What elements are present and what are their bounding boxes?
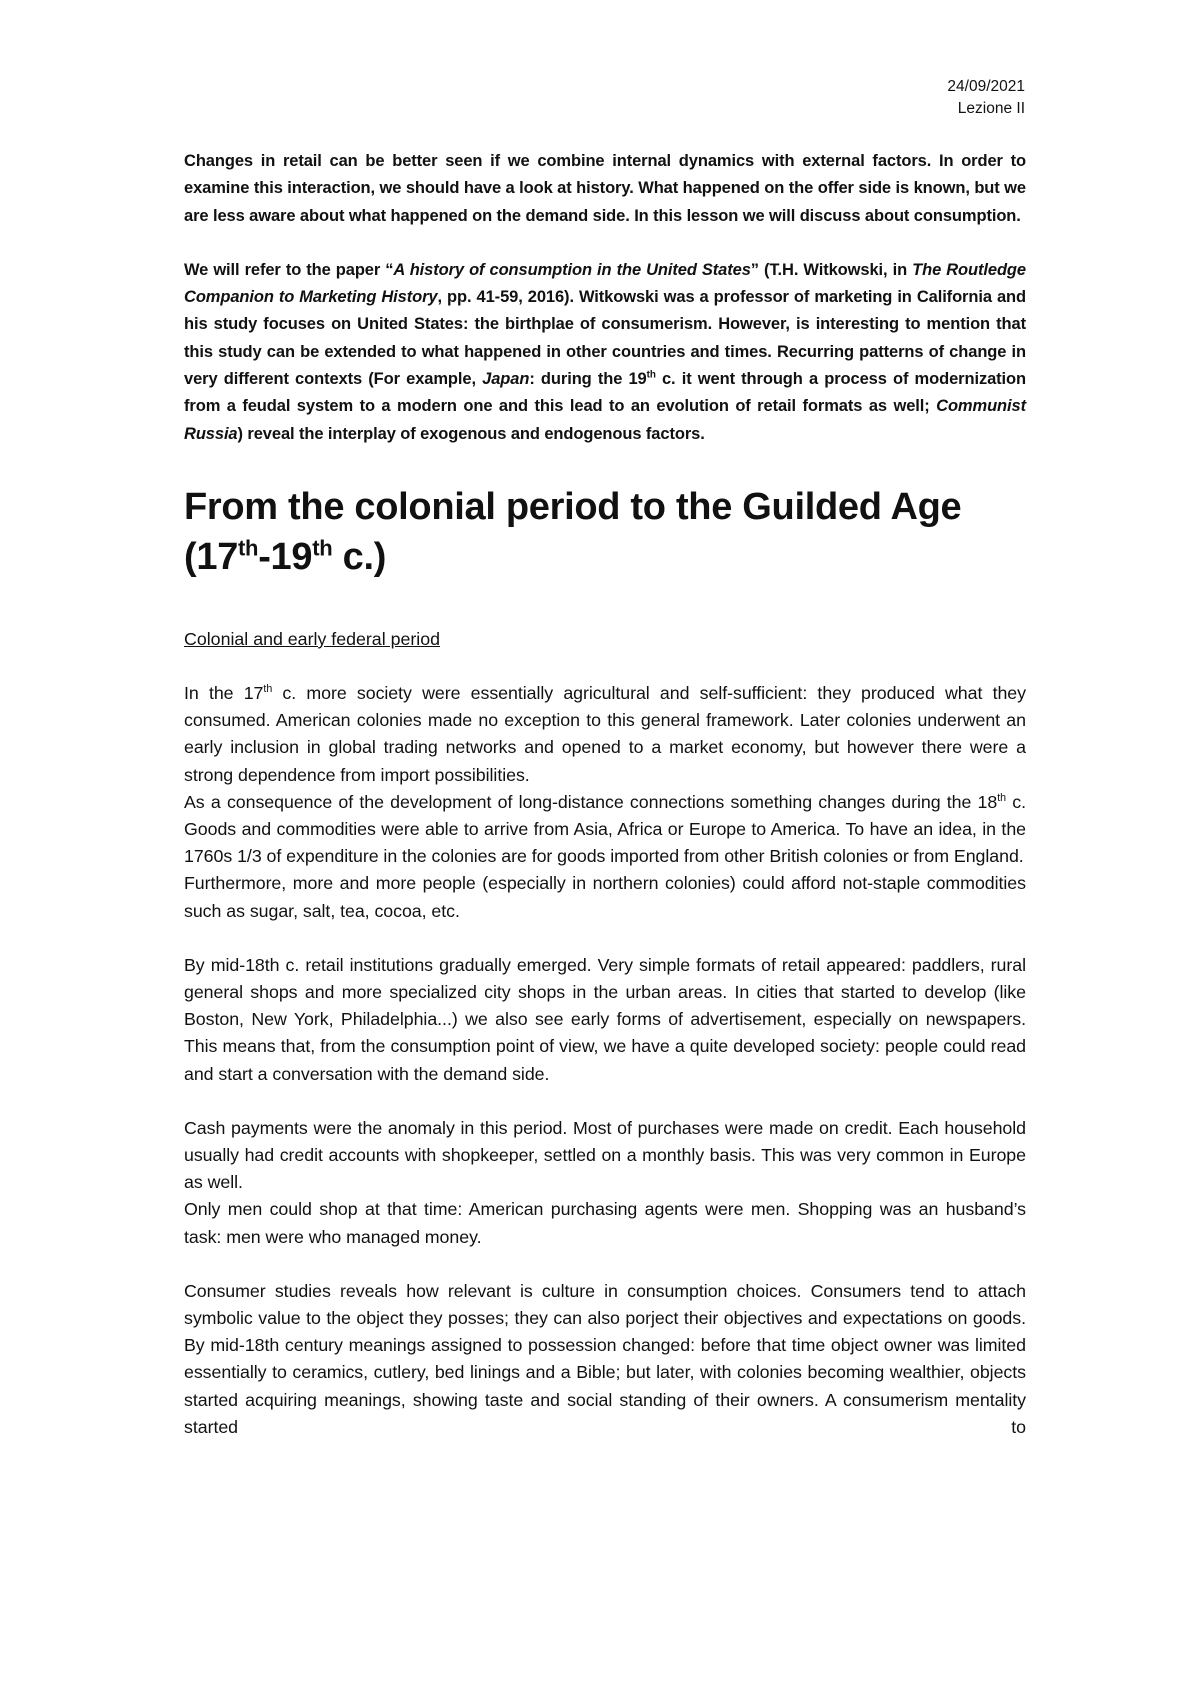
page-header	[947, 76, 1025, 120]
body-paragraph-7: Consumer studies reveals how relevant is culture in consumption choices. Consumers tend to attach symbolic value to the object they posses; they can also porject their objectives and expectations on goods. By mid-18th century meanings assigned to possession changed: before that time object owner was limited essentially to ceramics, cutlery, bed linings and a Bible; but later, with colonies becoming wealthier, objects started acquiring meanings, showing taste and social standing of their owners. A consumerism mentality started to	[184, 1280, 1026, 1437]
header-lesson: Lezione II	[957, 100, 1025, 117]
body-paragraph-1: In the 17th c. more society were essentially agricultural and self-sufficient: they produced what they consumed. American colonies made no exception to this general framework. Later colonies underwent an early inclusion in global trading networks and opened to a market economy, but however there were a strong dependence from import possibilities.	[184, 682, 1026, 785]
header-date: 24/09/2021	[947, 78, 1025, 95]
intro-paragraph-2: We will refer to the paper “A history of consumption in the United States” (T.H. Witkowski, in The Routledge Companion to Marketing History, pp. 41-59, 2016). Witkowski was a professor of marketing in California and his study focuses on United States: the birthplae of consumerism. However, is interesting to mention that this study can be extended to what happened in other countries and times. Recurring patterns of change in very different contexts (For example, Japan: during the 19th c. it went through a process of modernization from a feudal system to a modern one and this lead to an evolution of retail formats as well; Communist Russia) reveal the interplay of exogenous and endogenous factors.	[184, 260, 1027, 443]
body-paragraph-4: By mid-18th c. retail institutions gradually emerged. Very simple formats of retail appeared: paddlers, rural general shops and more specialized city shops in the urban areas. In cities that started to develop (like Boston, New York, Philadelphia...) we also see early forms of advertisement, especially on newspapers. This means that, from the consumption point of view, we have a quite developed society: people could read and start a conversation with the demand side.	[184, 954, 1026, 1084]
body-paragraph-2: As a consequence of the development of long-distance connections something changes during the 18th c. Goods and commodities were able to arrive from Asia, Africa or Europe to America. To have an idea, in the 1760s 1/3 of expenditure in the colonies are for goods imported from other British colonies or from England.	[184, 791, 1026, 867]
body-paragraph-3: Furthermore, more and more people (especially in northern colonies) could afford not-staple commodities such as sugar, salt, tea, cocoa, etc.	[184, 873, 1026, 921]
book-title: The Routledge Companion to Marketing History	[184, 260, 1026, 307]
paper-title: A history of consumption in the United States	[393, 260, 751, 279]
body-paragraph-6: Only men could shop at that time: American purchasing agents were men. Shopping was an husband’s task: men were who managed money.	[184, 1199, 1026, 1247]
section-heading: From the colonial period to the Guilded Age (17th-19th c.)	[184, 485, 962, 578]
document-body	[184, 148, 1026, 1441]
intro-paragraph-1: Changes in retail can be better seen if we combine internal dynamics with external factors. In order to examine this interaction, we should have a look at history. What happened on the offer side is known, but we are less aware about what happened on the demand side. In this lesson we will discuss about consumption.	[184, 152, 1026, 225]
subsection-heading: Colonial and early federal period	[184, 628, 441, 649]
body-paragraph-5: Cash payments were the anomaly in this period. Most of purchases were made on credit. Each household usually had credit accounts with shopkeeper, settled on a monthly basis. This was very common in Europe as well.	[184, 1117, 1026, 1193]
